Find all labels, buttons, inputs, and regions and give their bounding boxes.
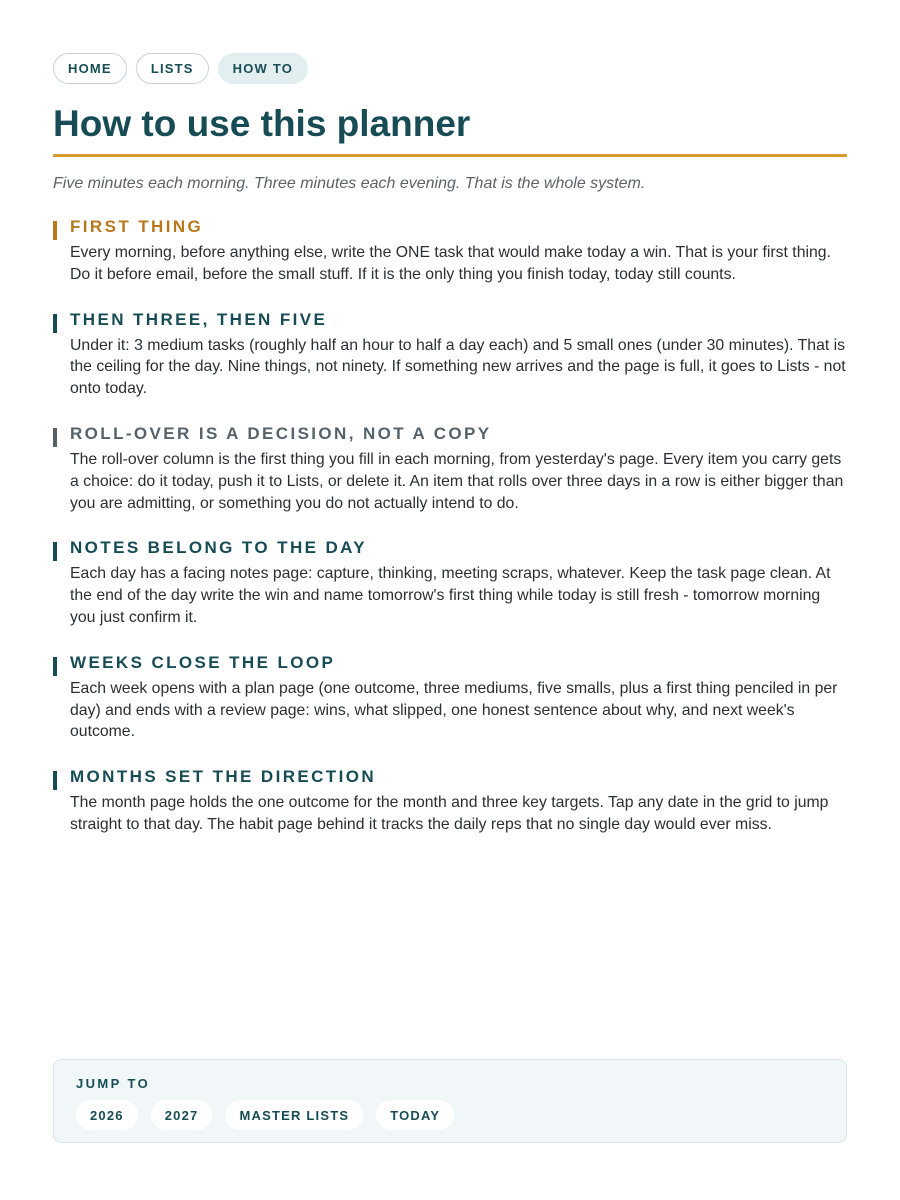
section-weeks-close-the-loop	[53, 652, 853, 743]
section-body: Each week opens with a plan page (one outcome, three mediums, five smalls, plus a first thing penciled in per day) and ends with a review page: wins, what slipped, one honest sentence about why, and next week's outcome.	[70, 679, 838, 741]
section-first-thing	[53, 216, 853, 286]
section-body: The month page holds the one outcome for the month and three key targets. Tap any date in the grid to jump straight to that day. The habit page behind it tracks the daily reps that no single day would ever miss.	[70, 794, 829, 833]
section-body: Every morning, before anything else, write the ONE task that would make today a win. That is your first thing. Do it before email, before the small stuff. If it is the only thing you finish today, today still counts.	[70, 244, 831, 283]
section-body: Under it: 3 medium tasks (roughly half an hour to half a day each) and 5 small ones (under 30 minutes). That is the ceiling for the day. Nine things, not ninety. If something new arrives and the page is full, it goes to Lists - not onto today.	[70, 336, 846, 398]
section-body: The roll-over column is the first thing you fill in each morning, from yesterday's page. Every item you carry gets a choice: do it today, push it to Lists, or delete it. An item that rolls over three days in a row is either bigger than you are admitting, or something you do not actually intend to do.	[70, 450, 844, 512]
section-months-set-the-direction	[53, 766, 853, 836]
section-accent-bar	[53, 314, 57, 333]
section-heading: FIRST THING	[70, 217, 204, 236]
breadcrumb-nav	[53, 53, 308, 84]
section-accent-bar	[53, 221, 57, 240]
section-heading: WEEKS CLOSE THE LOOP	[70, 652, 336, 672]
nav-how-to-button[interactable]: HOW TO	[218, 53, 308, 84]
jump-today-button[interactable]: TODAY	[376, 1100, 454, 1130]
jump-to-panel	[53, 1059, 847, 1143]
jump-master-lists-button[interactable]: MASTER LISTS	[225, 1100, 363, 1130]
section-heading: THEN THREE, THEN FIVE	[70, 309, 328, 329]
nav-lists-button[interactable]: LISTS	[136, 53, 209, 84]
title-divider	[53, 154, 847, 157]
nav-home-button[interactable]: HOME	[53, 53, 127, 84]
section-accent-bar	[53, 428, 57, 447]
section-then-three-then-five	[53, 309, 853, 400]
section-roll-over	[53, 423, 853, 514]
jump-to-label: JUMP TO	[76, 1076, 151, 1091]
section-heading: NOTES BELONG TO THE DAY	[70, 538, 368, 558]
section-heading: MONTHS SET THE DIRECTION	[70, 767, 376, 787]
section-accent-bar	[53, 771, 57, 790]
instructions-list	[53, 216, 853, 859]
jump-to-links	[76, 1100, 454, 1130]
section-body: Each day has a facing notes page: capture, thinking, meeting scraps, whatever. Keep the task page clean. At the end of the day write the win and name tomorrow's first thing while today is still fresh - tomorrow morning you just confirm it.	[70, 565, 831, 626]
section-accent-bar	[53, 657, 57, 676]
section-accent-bar	[53, 542, 57, 561]
section-heading: ROLL-OVER IS A DECISION, NOT A COPY	[70, 423, 492, 443]
page-title: How to use this planner	[53, 103, 471, 144]
jump-2027-button[interactable]: 2027	[151, 1100, 213, 1130]
page-subtitle: Five minutes each morning. Three minutes each evening. That is the whole system.	[53, 175, 646, 192]
section-notes-belong-to-the-day	[53, 537, 853, 628]
jump-2026-button[interactable]: 2026	[76, 1100, 138, 1130]
